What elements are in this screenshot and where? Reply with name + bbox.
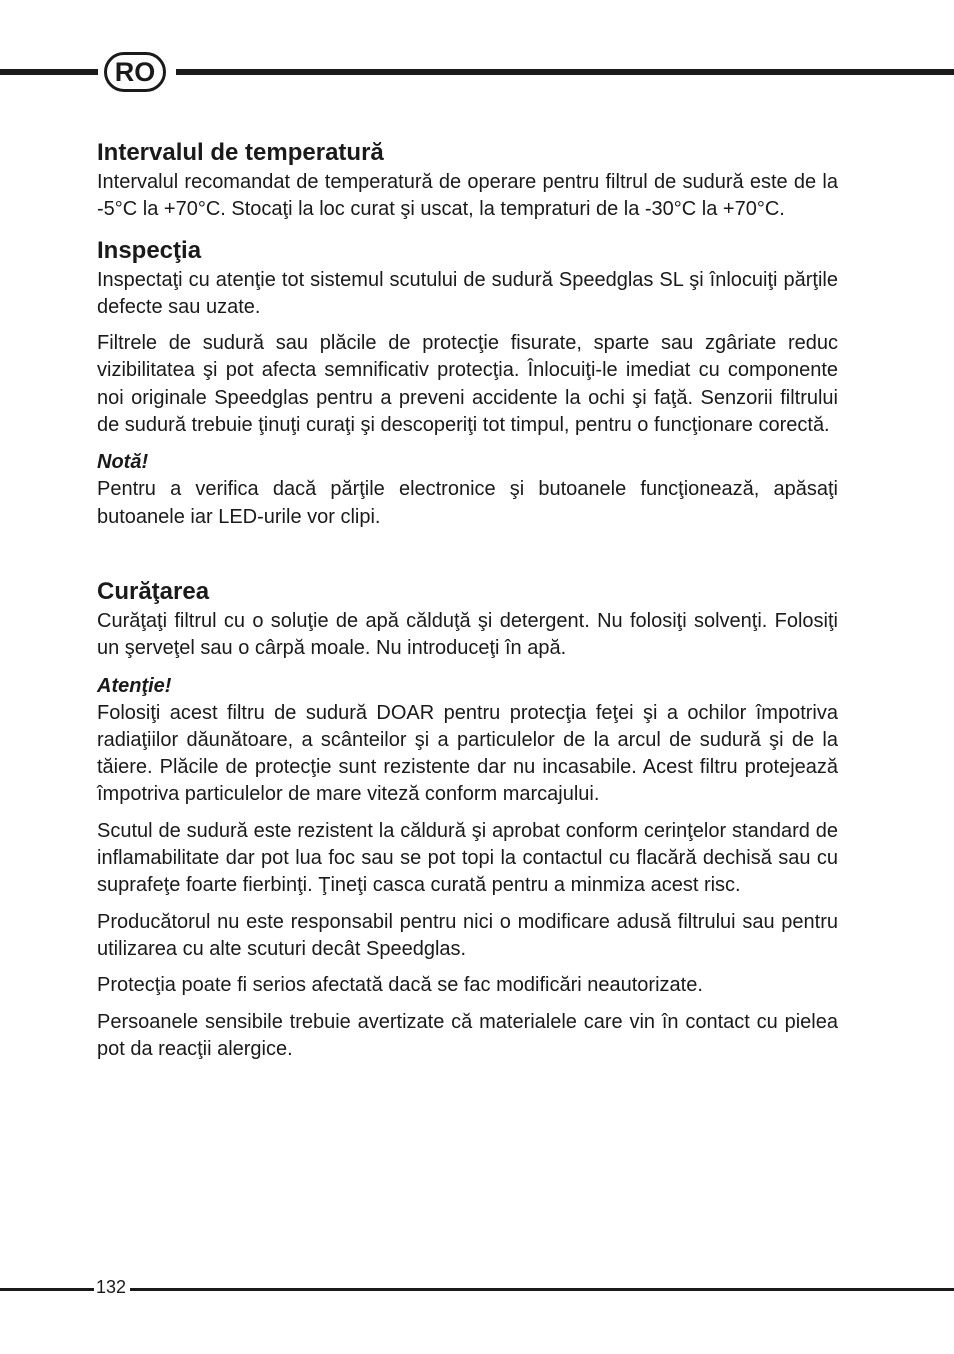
footer-rule-right xyxy=(130,1288,954,1291)
warning-paragraph-2: Scutul de sudură este rezistent la căldură şi aprobat conform cerinţelor standard de inflamabilitate dar pot lua foc sau se pot topi la contactul cu flacără dechisă sau cu suprafeţe foarte fierbinţi. Ţineţi casca curată pentru a minmiza acest risc. xyxy=(97,819,838,897)
page-content xyxy=(97,137,838,1063)
section-title-inspection: Inspecţia xyxy=(97,236,202,264)
footer-rule-left xyxy=(0,1288,94,1291)
warning-paragraph-1: Folosiţi acest filtru de sudură DOAR pentru protecţia feţei şi a ochilor împotriva radiaţiilor dăunătoare, a scânteilor şi a particulelor de la arcul de sudură şi de la tăiere. Plăcile de protecţie sunt rezistente dar nu incasabile. Acest filtru protejează împotriva particulelor de mare viteză conform marcajului. xyxy=(97,701,838,806)
inspection-note-title: Notă! xyxy=(97,451,149,474)
warning-paragraph-3: Producătorul nu este responsabil pentru nici o modificare adusă filtrului sau pentru utilizarea cu alte scuturi decât Speedglas. xyxy=(97,910,838,960)
header-rule-left xyxy=(0,69,98,75)
temperature-paragraph: Intervalul recomandat de temperatură de operare pentru filtrul de sudură este de la -5°C la +70°C. Stocaţi la loc curat şi uscat, la tempraturi de la -30°C la +70°C. xyxy=(97,171,838,221)
page-number: 132 xyxy=(96,1277,127,1297)
language-badge: RO xyxy=(104,52,166,92)
warning-paragraph-4: Protecţia poate fi serios afectată dacă se fac modificări neautorizate. xyxy=(97,974,703,997)
header-rule-right xyxy=(176,69,954,75)
section-title-temperature: Intervalul de temperatură xyxy=(97,139,384,166)
cleaning-paragraph: Curăţaţi filtrul cu o soluţie de apă călduţă şi detergent. Nu folosiţi solvenţi. Folosiţi un şerveţel sau o cârpă moale. Nu introduceţi în apă. xyxy=(97,609,838,660)
inspection-paragraph-1: Inspectaţi cu atenţie tot sistemul scutului de sudură Speedglas SL şi înlocuiţi părţile defecte sau uzate. xyxy=(97,268,838,318)
section-title-cleaning: Curăţarea xyxy=(97,577,210,605)
inspection-note-paragraph: Pentru a verifica dacă părţile electronice şi butoanele funcţionează, apăsaţi butoanele iar LED-urile vor clipi. xyxy=(97,478,838,528)
inspection-paragraph-2: Filtrele de sudură sau plăcile de protecţie fisurate, sparte sau zgâriate reduc vizibilitatea şi pot afecta semnificativ protecţia. Înlocuiţi-le imediat cu componente noi originale Speedglas pentru a preveni accidente la ochi şi faţă. Senzorii filtrului de sudură trebuie ţinuţi curaţi şi descoperiţi tot timpul, pentru o funcţionare corectă. xyxy=(97,332,838,437)
warning-paragraph-5: Persoanele sensibile trebuie avertizate că materialele care vin în contact cu pielea pot da reacţii alergice. xyxy=(97,1010,838,1060)
cleaning-warning-title: Atenţie! xyxy=(97,674,172,697)
